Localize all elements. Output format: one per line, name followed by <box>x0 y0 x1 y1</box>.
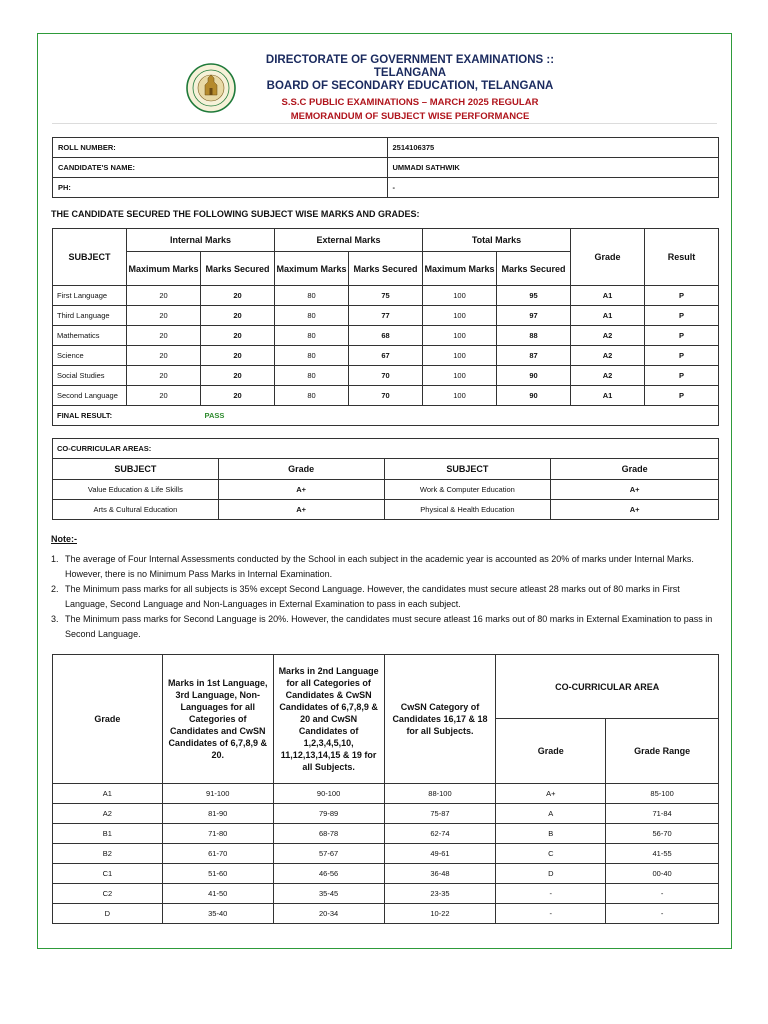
cocurricular-table <box>52 438 719 520</box>
grade-value: A1 <box>53 784 163 804</box>
cc-range: 00-40 <box>606 864 719 884</box>
note-text: The Minimum pass marks for all subjects is 35% except Second Language. However, the candidates must secure atleast 28 marks out of 80 marks in First Language, Second Language and Non-Languages in External Examination to pass in each subject. <box>65 584 680 609</box>
range-col1: 61-70 <box>162 844 273 864</box>
grade-value: C1 <box>53 864 163 884</box>
cocurricular-grade: A+ <box>551 500 719 520</box>
cocurricular-grade-header: Grade <box>218 459 384 480</box>
range-col2: 79-89 <box>273 804 384 824</box>
subject-result: P <box>645 326 719 346</box>
external-secured: 68 <box>349 326 423 346</box>
memo-frame <box>37 33 732 949</box>
internal-secured-header: Marks Secured <box>201 252 275 286</box>
header-memo-title: MEMORANDUM OF SUBJECT WISE PERFORMANCE <box>290 111 530 122</box>
grade-value: A2 <box>53 804 163 824</box>
second-language-range-header: Marks in 2nd Language for all Categories of Candidates & CwSN Candidates of 6,7,8,9 & 20 and CwSN Candidates of 1,2,3,4,5,10, 11,12,13,14,15 & 19 for all Subjects. <box>273 655 384 784</box>
cc-range: 56-70 <box>606 824 719 844</box>
header-exam: S.S.C PUBLIC EXAMINATIONS – MARCH 2025 REGULAR <box>281 97 539 108</box>
internal-max: 20 <box>127 306 201 326</box>
list-item <box>51 582 721 612</box>
subject-name: Science <box>53 346 127 366</box>
table-row <box>53 480 719 500</box>
candidate-name-value: UMMADI SATHWIK <box>387 158 719 178</box>
range-col3: 10-22 <box>384 904 496 924</box>
subject-grade: A1 <box>571 286 645 306</box>
table-row <box>53 784 719 804</box>
notes-list <box>51 552 721 642</box>
subject-marks-table <box>52 228 719 426</box>
subject-result: P <box>645 386 719 406</box>
external-max: 80 <box>275 366 349 386</box>
cocurricular-subject-header: SUBJECT <box>384 459 551 480</box>
internal-max: 20 <box>127 326 201 346</box>
range-col1: 35-40 <box>162 904 273 924</box>
cocurricular-subject: Value Education & Life Skills <box>53 480 219 500</box>
subject-name: Social Studies <box>53 366 127 386</box>
subject-grade: A1 <box>571 386 645 406</box>
roll-number-value: 2514106375 <box>387 138 719 158</box>
grade-value: C2 <box>53 884 163 904</box>
total-max: 100 <box>423 326 497 346</box>
external-max: 80 <box>275 306 349 326</box>
external-max: 80 <box>275 326 349 346</box>
internal-max: 20 <box>127 366 201 386</box>
external-secured: 77 <box>349 306 423 326</box>
grade-range-table <box>52 654 719 924</box>
candidate-name-row <box>53 158 719 178</box>
range-col3: 62-74 <box>384 824 496 844</box>
range-col1: 71-80 <box>162 824 273 844</box>
subject-name: Second Language <box>53 386 127 406</box>
subject-name: Third Language <box>53 306 127 326</box>
total-max-header: Maximum Marks <box>423 252 497 286</box>
cocurricular-title: CO-CURRICULAR AREAS: <box>53 439 719 459</box>
notes-title: Note:- <box>51 534 77 544</box>
subject-name: First Language <box>53 286 127 306</box>
range-col3: 49-61 <box>384 844 496 864</box>
total-secured: 88 <box>497 326 571 346</box>
header-divider <box>52 123 717 124</box>
cocurricular-grade: A+ <box>551 480 719 500</box>
note-text: The average of Four Internal Assessments conducted by the School in each subject in the academic year is accounted as 20% of marks under Internal Marks. However, there is no Minimum Pass Marks in Internal Examination. <box>65 554 694 579</box>
range-col2: 20-34 <box>273 904 384 924</box>
memo-header <box>38 34 731 124</box>
grade-header: Grade <box>571 229 645 286</box>
range-col1: 91-100 <box>162 784 273 804</box>
internal-max: 20 <box>127 346 201 366</box>
internal-marks-header: Internal Marks <box>127 229 275 252</box>
range-col2: 35-45 <box>273 884 384 904</box>
range-col1: 51-60 <box>162 864 273 884</box>
table-row <box>53 366 719 386</box>
subject-name: Mathematics <box>53 326 127 346</box>
total-secured: 90 <box>497 366 571 386</box>
cocurricular-area-header: CO-CURRICULAR AREA <box>496 655 719 719</box>
internal-secured: 20 <box>201 306 275 326</box>
grade-value: B2 <box>53 844 163 864</box>
external-max: 80 <box>275 346 349 366</box>
table-row <box>53 904 719 924</box>
marks-caption: THE CANDIDATE SECURED THE FOLLOWING SUBJECT WISE MARKS AND GRADES: <box>51 209 420 219</box>
cocurricular-grade-col-header: Grade <box>496 719 606 784</box>
cocurricular-grade: A+ <box>218 480 384 500</box>
external-max: 80 <box>275 386 349 406</box>
external-max-header: Maximum Marks <box>275 252 349 286</box>
total-secured-header: Marks Secured <box>497 252 571 286</box>
cocurricular-subject: Arts & Cultural Education <box>53 500 219 520</box>
total-max: 100 <box>423 346 497 366</box>
header-text <box>230 54 590 124</box>
cc-range: 41-55 <box>606 844 719 864</box>
total-max: 100 <box>423 306 497 326</box>
cc-range: 71-84 <box>606 804 719 824</box>
table-row <box>53 844 719 864</box>
ph-label: PH: <box>53 178 388 198</box>
cc-grade: C <box>496 844 606 864</box>
subject-header: SUBJECT <box>53 229 127 286</box>
range-col3: 23-35 <box>384 884 496 904</box>
cc-grade: D <box>496 864 606 884</box>
cocurricular-range-col-header: Grade Range <box>606 719 719 784</box>
external-secured: 70 <box>349 366 423 386</box>
external-secured: 75 <box>349 286 423 306</box>
grade-col-header: Grade <box>53 655 163 784</box>
result-header: Result <box>645 229 719 286</box>
cc-range: 85-100 <box>606 784 719 804</box>
range-col2: 90-100 <box>273 784 384 804</box>
total-max: 100 <box>423 366 497 386</box>
table-row <box>53 326 719 346</box>
first-language-range-header: Marks in 1st Language, 3rd Language, Non-Languages for all Categories of Candidates and CwSN Candidates of 6,7,8,9 & 20. <box>162 655 273 784</box>
candidate-name-label: CANDIDATE'S NAME: <box>53 158 388 178</box>
cocurricular-grade: A+ <box>218 500 384 520</box>
cc-grade: A+ <box>496 784 606 804</box>
final-result-value: PASS <box>201 406 719 426</box>
roll-number-row <box>53 138 719 158</box>
note-text: The Minimum pass marks for Second Language is 20%. However, the candidates must secure atleast 16 marks out of 80 marks in External Examination to pass in Second Language. <box>65 614 713 639</box>
list-item <box>51 612 721 642</box>
range-col2: 57-67 <box>273 844 384 864</box>
internal-secured: 20 <box>201 386 275 406</box>
internal-secured: 20 <box>201 286 275 306</box>
cc-range: - <box>606 904 719 924</box>
table-row <box>53 306 719 326</box>
total-secured: 95 <box>497 286 571 306</box>
range-col3: 88-100 <box>384 784 496 804</box>
ph-row <box>53 178 719 198</box>
total-marks-header: Total Marks <box>423 229 571 252</box>
final-result-label: FINAL RESULT: <box>53 406 201 426</box>
cc-range: - <box>606 884 719 904</box>
cwsn-range-header: CwSN Category of Candidates 16,17 & 18 for all Subjects. <box>384 655 496 784</box>
final-result-row <box>53 406 719 426</box>
internal-secured: 20 <box>201 326 275 346</box>
total-secured: 90 <box>497 386 571 406</box>
table-row <box>53 824 719 844</box>
subject-result: P <box>645 366 719 386</box>
subject-grade: A2 <box>571 346 645 366</box>
note-number: 2. <box>51 584 59 594</box>
subject-grade: A2 <box>571 326 645 346</box>
header-directorate: DIRECTORATE OF GOVERNMENT EXAMINATIONS :: TELANGANA <box>265 54 555 79</box>
subject-result: P <box>645 306 719 326</box>
telangana-emblem-icon <box>186 63 236 113</box>
range-col1: 81-90 <box>162 804 273 824</box>
internal-max-header: Maximum Marks <box>127 252 201 286</box>
cc-grade: A <box>496 804 606 824</box>
range-col1: 41-50 <box>162 884 273 904</box>
note-number: 1. <box>51 554 59 564</box>
ph-value: - <box>387 178 719 198</box>
roll-number-label: ROLL NUMBER: <box>53 138 388 158</box>
external-max: 80 <box>275 286 349 306</box>
subject-result: P <box>645 286 719 306</box>
grade-value: D <box>53 904 163 924</box>
table-row <box>53 386 719 406</box>
external-secured: 67 <box>349 346 423 366</box>
total-secured: 97 <box>497 306 571 326</box>
table-row <box>53 346 719 366</box>
internal-max: 20 <box>127 386 201 406</box>
grade-value: B1 <box>53 824 163 844</box>
internal-secured: 20 <box>201 346 275 366</box>
range-col3: 75-87 <box>384 804 496 824</box>
note-number: 3. <box>51 614 59 624</box>
subject-grade: A1 <box>571 306 645 326</box>
range-col2: 68-78 <box>273 824 384 844</box>
table-row <box>53 500 719 520</box>
cocurricular-subject: Physical & Health Education <box>384 500 551 520</box>
internal-secured: 20 <box>201 366 275 386</box>
table-row <box>53 864 719 884</box>
total-max: 100 <box>423 386 497 406</box>
cocurricular-subject: Work & Computer Education <box>384 480 551 500</box>
cc-grade: - <box>496 884 606 904</box>
table-row <box>53 286 719 306</box>
table-row <box>53 884 719 904</box>
list-item <box>51 552 721 582</box>
cocurricular-subject-header: SUBJECT <box>53 459 219 480</box>
external-marks-header: External Marks <box>275 229 423 252</box>
candidate-info-table <box>52 137 719 198</box>
internal-max: 20 <box>127 286 201 306</box>
cc-grade: B <box>496 824 606 844</box>
header-board: BOARD OF SECONDARY EDUCATION, TELANGANA <box>266 80 554 92</box>
range-col2: 46-56 <box>273 864 384 884</box>
total-secured: 87 <box>497 346 571 366</box>
external-secured: 70 <box>349 386 423 406</box>
table-row <box>53 804 719 824</box>
total-max: 100 <box>423 286 497 306</box>
range-col3: 36-48 <box>384 864 496 884</box>
cocurricular-grade-header: Grade <box>551 459 719 480</box>
subject-result: P <box>645 346 719 366</box>
subject-grade: A2 <box>571 366 645 386</box>
cc-grade: - <box>496 904 606 924</box>
external-secured-header: Marks Secured <box>349 252 423 286</box>
